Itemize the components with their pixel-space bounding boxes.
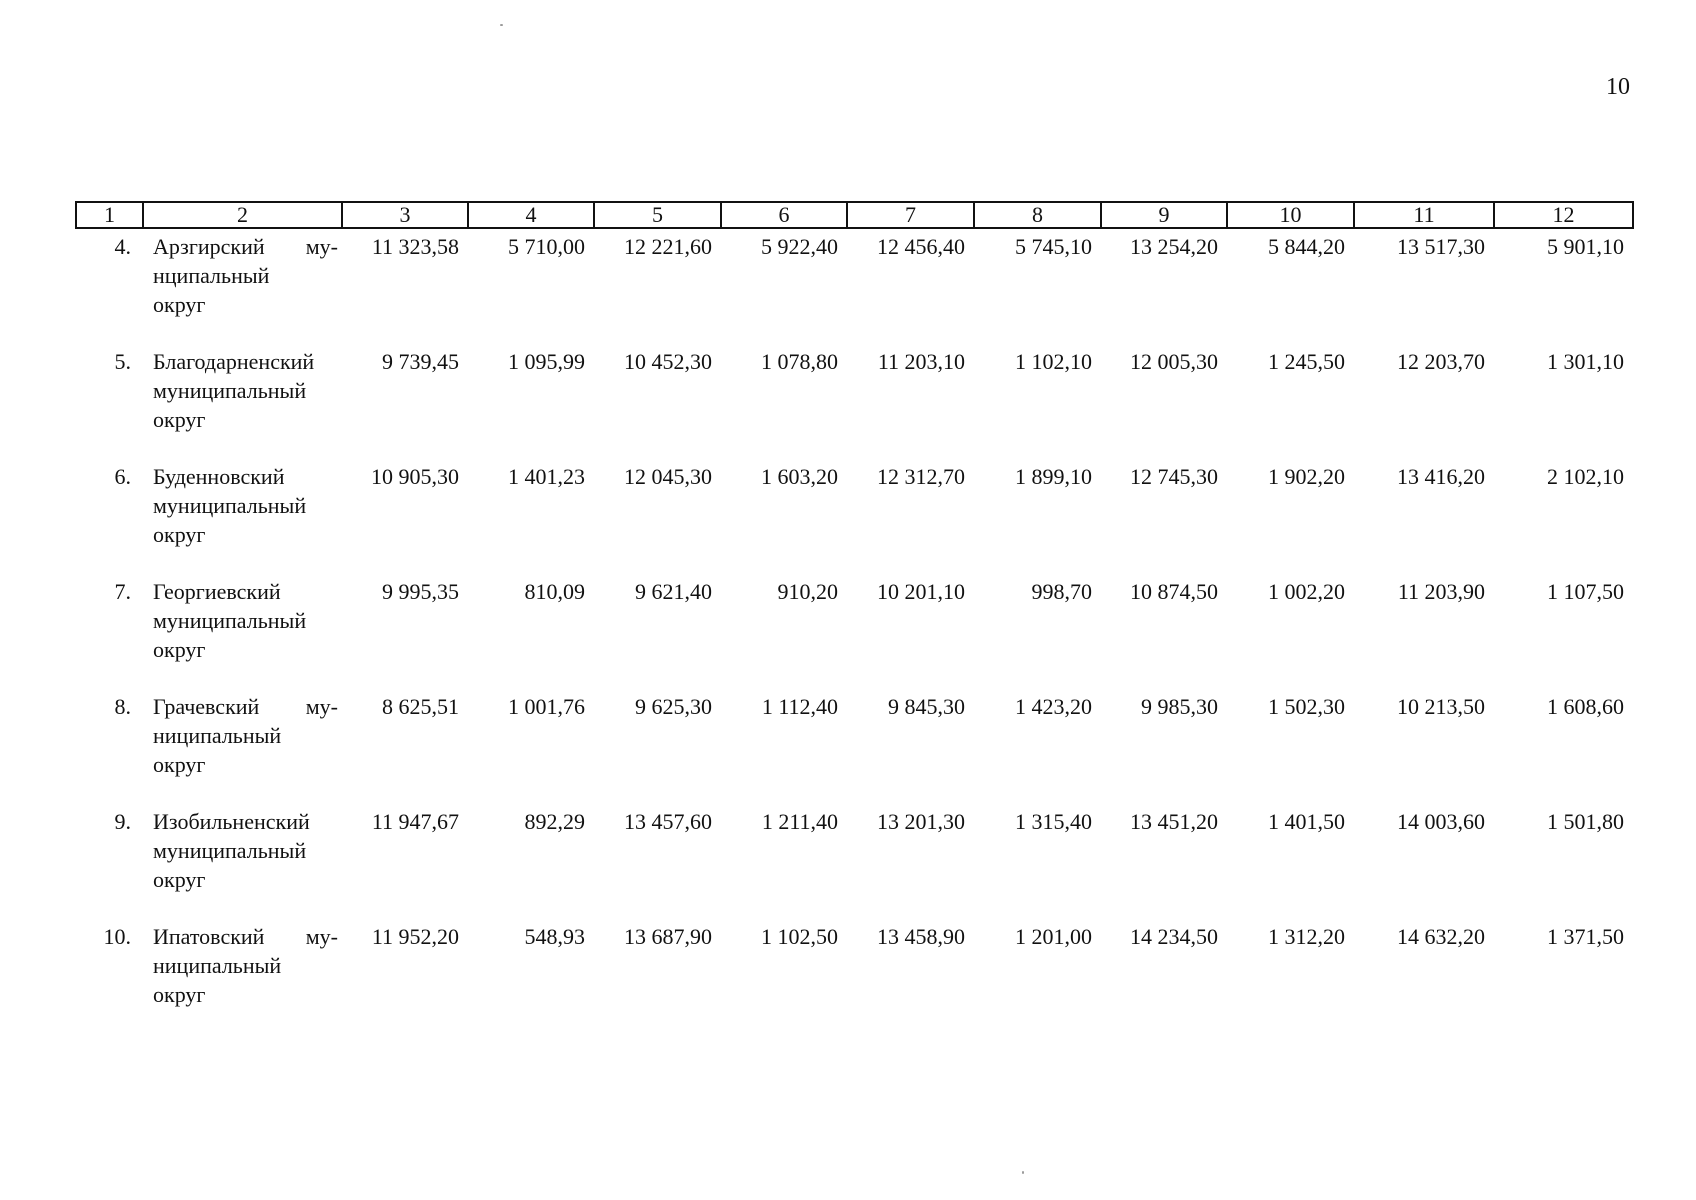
- value-cell: 910,20: [777, 579, 838, 604]
- value-cell: 12 045,30: [624, 464, 712, 489]
- municipality-name: [143, 574, 342, 689]
- value-cell: 13 458,90: [877, 924, 965, 949]
- value-cell: 2 102,10: [1547, 464, 1624, 489]
- value-cell: 8 625,51: [382, 694, 459, 719]
- column-number: 3: [342, 202, 468, 228]
- column-number: 1: [76, 202, 143, 228]
- municipality-name: [143, 804, 342, 919]
- municipality-name-line: [153, 750, 338, 779]
- value-cell: 9 845,30: [888, 694, 965, 719]
- municipality-name-line: [153, 836, 338, 865]
- budget-table: [75, 201, 1634, 1034]
- value-cell: 1 211,40: [761, 809, 838, 834]
- column-number: 4: [468, 202, 594, 228]
- name-word: ниципальный: [153, 723, 282, 748]
- row-number: 5.: [114, 349, 131, 374]
- column-number-header-row: [76, 202, 1633, 228]
- municipality-name-line: [153, 807, 338, 836]
- value-cell: 12 221,60: [624, 234, 712, 259]
- municipality-name-line: [153, 520, 338, 549]
- name-word: Георгиевский: [153, 579, 281, 604]
- value-cell: 12 203,70: [1397, 349, 1485, 374]
- name-word: округ: [153, 752, 206, 777]
- column-number: 12: [1494, 202, 1633, 228]
- column-number: 8: [974, 202, 1101, 228]
- municipality-name-line: [153, 865, 338, 894]
- value-cell: 11 203,10: [877, 349, 965, 374]
- name-word: Изобильненский: [153, 809, 310, 834]
- name-word: Грачевский: [153, 694, 260, 719]
- value-cell: 1 107,50: [1547, 579, 1624, 604]
- name-word: нципальный: [153, 263, 270, 288]
- municipality-name-line: [153, 577, 338, 606]
- row-number: 8.: [114, 694, 131, 719]
- column-number: 5: [594, 202, 721, 228]
- name-word: ниципальный: [153, 953, 282, 978]
- row-number: 4.: [114, 234, 131, 259]
- value-cell: 13 416,20: [1397, 464, 1485, 489]
- name-word: Благодарненский: [153, 349, 315, 374]
- name-word: муниципальный: [153, 493, 307, 518]
- name-word: му-: [305, 924, 338, 949]
- municipality-name-line: [153, 290, 338, 319]
- value-cell: 1 315,40: [1015, 809, 1092, 834]
- table-row: [76, 689, 1633, 804]
- value-cell: 11 323,58: [371, 234, 459, 259]
- value-cell: 10 905,30: [371, 464, 459, 489]
- table-body: [76, 228, 1633, 1034]
- scan-speck: [500, 24, 503, 26]
- municipality-name-line: [153, 721, 338, 750]
- value-cell: 810,09: [524, 579, 585, 604]
- name-word: округ: [153, 637, 206, 662]
- column-number: 11: [1354, 202, 1494, 228]
- name-word: округ: [153, 292, 206, 317]
- column-number: 6: [721, 202, 847, 228]
- table-row: [76, 919, 1633, 1034]
- name-word: муниципальный: [153, 378, 307, 403]
- value-cell: 14 632,20: [1397, 924, 1485, 949]
- value-cell: 10 874,50: [1130, 579, 1218, 604]
- municipality-name-line: [153, 462, 338, 491]
- value-cell: 1 501,80: [1547, 809, 1624, 834]
- name-word: му-: [305, 234, 338, 259]
- value-cell: 892,29: [524, 809, 585, 834]
- table-row: [76, 228, 1633, 344]
- value-cell: 1 102,10: [1015, 349, 1092, 374]
- value-cell: 10 201,10: [877, 579, 965, 604]
- value-cell: 11 952,20: [371, 924, 459, 949]
- municipality-name: [143, 919, 342, 1034]
- value-cell: 1 401,23: [508, 464, 585, 489]
- municipality-name-line: [153, 491, 338, 520]
- value-cell: 1 078,80: [761, 349, 838, 374]
- municipality-name: [143, 689, 342, 804]
- column-number: 7: [847, 202, 974, 228]
- value-cell: 5 901,10: [1547, 234, 1624, 259]
- name-word: муниципальный: [153, 608, 307, 633]
- value-cell: 11 947,67: [371, 809, 459, 834]
- municipality-name-line: [153, 347, 338, 376]
- municipality-name-line: [153, 951, 338, 980]
- name-word: округ: [153, 522, 206, 547]
- municipality-name-line: [153, 606, 338, 635]
- page-number: 10: [1606, 74, 1630, 100]
- value-cell: 14 234,50: [1130, 924, 1218, 949]
- value-cell: 1 112,40: [761, 694, 838, 719]
- table-row: [76, 804, 1633, 919]
- municipality-name-line: [153, 980, 338, 1009]
- name-word: Буденновский: [153, 464, 285, 489]
- municipality-name-line: [153, 922, 338, 951]
- value-cell: 1 095,99: [508, 349, 585, 374]
- value-cell: 1 608,60: [1547, 694, 1624, 719]
- scan-speck: [1022, 1171, 1024, 1174]
- table-row: [76, 574, 1633, 689]
- value-cell: 1 001,76: [508, 694, 585, 719]
- value-cell: 10 213,50: [1397, 694, 1485, 719]
- value-cell: 1 201,00: [1015, 924, 1092, 949]
- value-cell: 1 902,20: [1268, 464, 1345, 489]
- value-cell: 1 102,50: [761, 924, 838, 949]
- value-cell: 14 003,60: [1397, 809, 1485, 834]
- value-cell: 1 371,50: [1547, 924, 1624, 949]
- value-cell: 9 625,30: [635, 694, 712, 719]
- name-word: муниципальный: [153, 838, 307, 863]
- value-cell: 548,93: [524, 924, 585, 949]
- row-number: 9.: [114, 809, 131, 834]
- value-cell: 12 745,30: [1130, 464, 1218, 489]
- value-cell: 12 005,30: [1130, 349, 1218, 374]
- row-number: 6.: [114, 464, 131, 489]
- value-cell: 13 451,20: [1130, 809, 1218, 834]
- name-word: округ: [153, 407, 206, 432]
- value-cell: 13 457,60: [624, 809, 712, 834]
- value-cell: 1 401,50: [1268, 809, 1345, 834]
- municipality-name: [143, 228, 342, 344]
- value-cell: 1 603,20: [761, 464, 838, 489]
- municipality-name: [143, 459, 342, 574]
- column-number: 10: [1227, 202, 1354, 228]
- name-word: округ: [153, 867, 206, 892]
- municipality-name-line: [153, 692, 338, 721]
- value-cell: 9 995,35: [382, 579, 459, 604]
- value-cell: 1 502,30: [1268, 694, 1345, 719]
- value-cell: 11 203,90: [1397, 579, 1485, 604]
- value-cell: 1 312,20: [1268, 924, 1345, 949]
- value-cell: 1 301,10: [1547, 349, 1624, 374]
- table-row: [76, 459, 1633, 574]
- value-cell: 9 985,30: [1141, 694, 1218, 719]
- value-cell: 13 201,30: [877, 809, 965, 834]
- value-cell: 5 922,40: [761, 234, 838, 259]
- column-number: 9: [1101, 202, 1227, 228]
- municipality-name: [143, 344, 342, 459]
- municipality-name-line: [153, 261, 338, 290]
- name-word: му-: [305, 694, 338, 719]
- municipality-name-line: [153, 405, 338, 434]
- value-cell: 12 312,70: [877, 464, 965, 489]
- column-number: 2: [143, 202, 342, 228]
- municipality-name-line: [153, 635, 338, 664]
- municipality-name-line: [153, 376, 338, 405]
- value-cell: 13 254,20: [1130, 234, 1218, 259]
- name-word: округ: [153, 982, 206, 1007]
- value-cell: 5 710,00: [508, 234, 585, 259]
- value-cell: 1 002,20: [1268, 579, 1345, 604]
- value-cell: 1 245,50: [1268, 349, 1345, 374]
- value-cell: 5 844,20: [1268, 234, 1345, 259]
- value-cell: 10 452,30: [624, 349, 712, 374]
- table-row: [76, 344, 1633, 459]
- row-number: 10.: [103, 924, 131, 949]
- name-word: Ипатовский: [153, 924, 265, 949]
- value-cell: 9 739,45: [382, 349, 459, 374]
- municipality-name-line: [153, 232, 338, 261]
- value-cell: 1 899,10: [1015, 464, 1092, 489]
- value-cell: 9 621,40: [635, 579, 712, 604]
- value-cell: 998,70: [1031, 579, 1092, 604]
- value-cell: 13 687,90: [624, 924, 712, 949]
- name-word: Арзгирский: [153, 234, 265, 259]
- value-cell: 13 517,30: [1397, 234, 1485, 259]
- value-cell: 5 745,10: [1015, 234, 1092, 259]
- row-number: 7.: [114, 579, 131, 604]
- value-cell: 1 423,20: [1015, 694, 1092, 719]
- value-cell: 12 456,40: [877, 234, 965, 259]
